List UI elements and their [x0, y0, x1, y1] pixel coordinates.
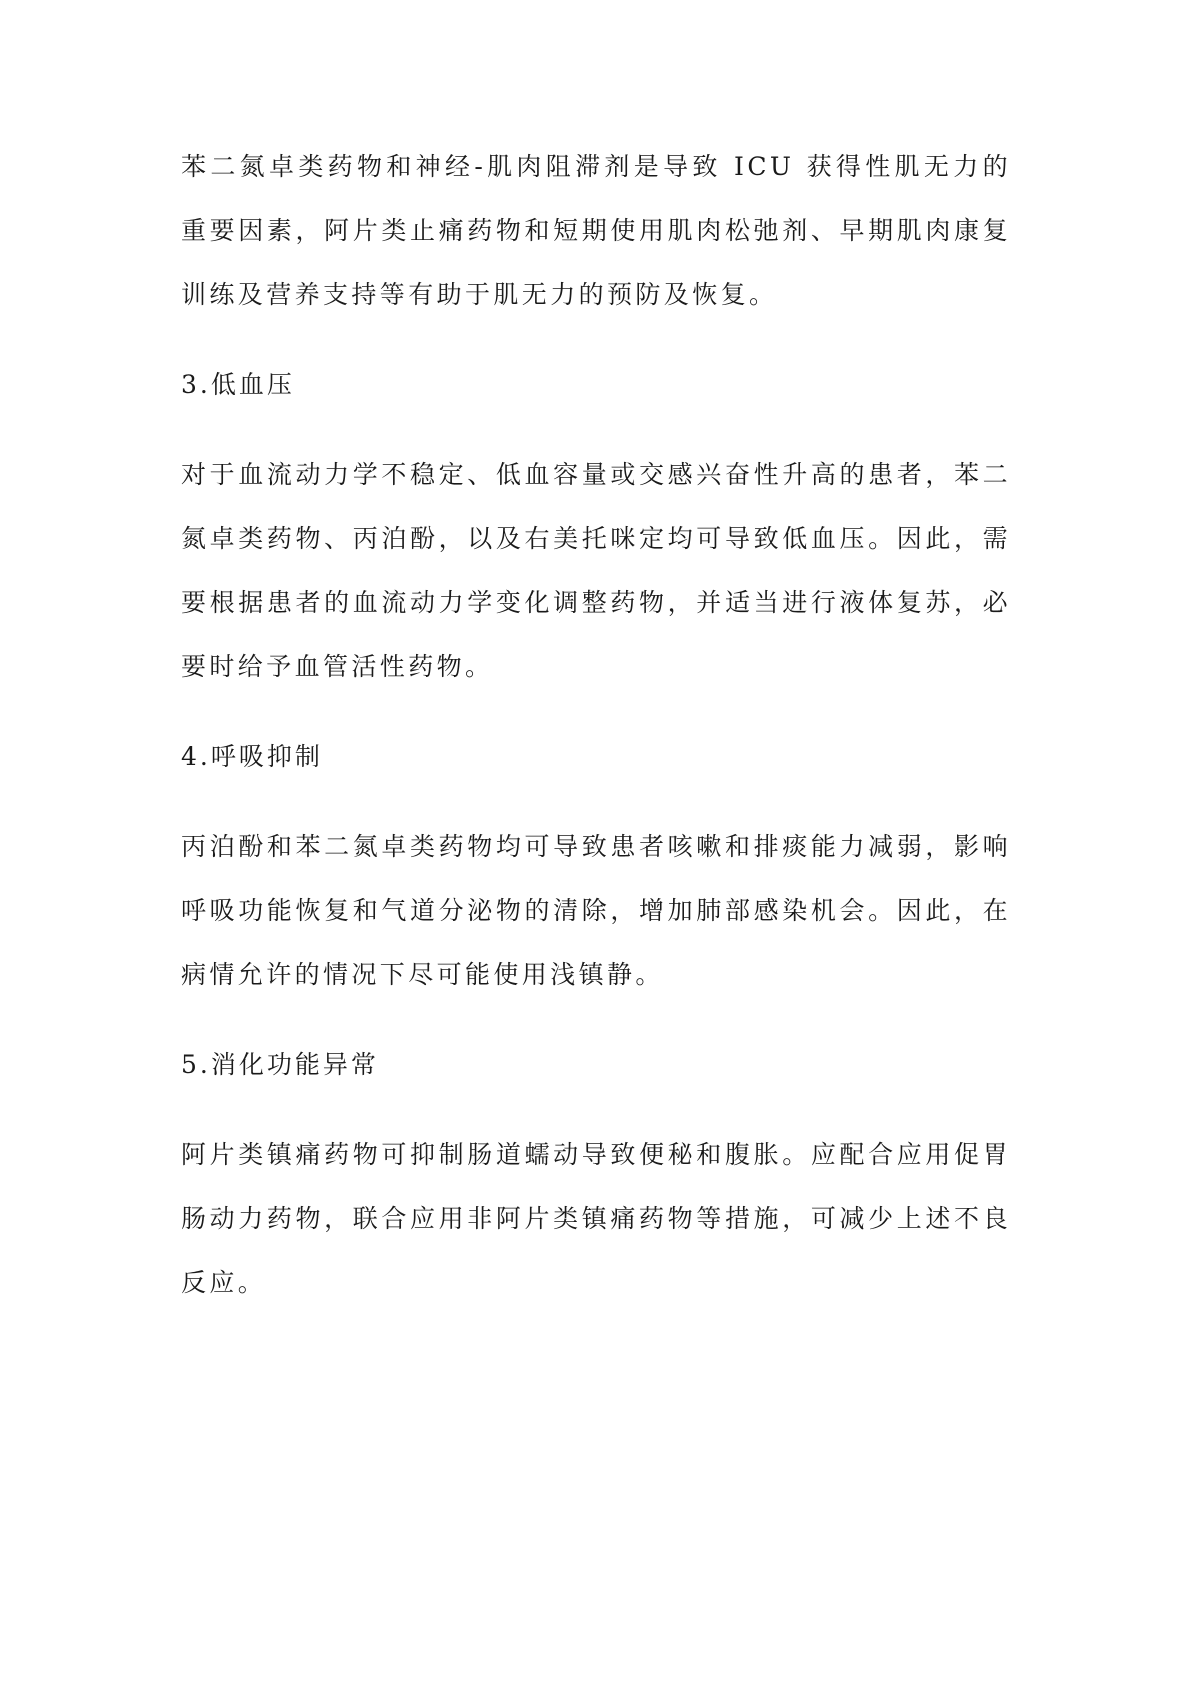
paragraph-hypotension: 对于血流动力学不稳定、低血容量或交感兴奋性升高的患者，苯二氮卓类药物、丙泊酚，以及右美托咪定均可导致低血压。因此，需要根据患者的血流动力学变化调整药物，并适当进行液体复苏，必要时给予血管活性药物。 [181, 460, 1011, 681]
paragraph-muscle-weakness: 苯二氮卓类药物和神经-肌肉阻滞剂是导致 ICU 获得性肌无力的重要因素，阿片类止痛药物和短期使用肌肉松弛剂、早期肌肉康复训练及营养支持等有助于肌无力的预防及恢复。 [181, 152, 1011, 309]
section-heading-digestive-dysfunction: 5.消化功能异常 [181, 1050, 379, 1079]
section-heading-hypotension: 3.低血压 [181, 370, 295, 399]
paragraph-respiratory-depression: 丙泊酚和苯二氮卓类药物均可导致患者咳嗽和排痰能力减弱，影响呼吸功能恢复和气道分泌物的清除，增加肺部感染机会。因此，在病情允许的情况下尽可能使用浅镇静。 [181, 832, 1011, 989]
section-heading-respiratory-depression: 4.呼吸抑制 [181, 742, 323, 771]
paragraph-digestive-dysfunction: 阿片类镇痛药物可抑制肠道蠕动导致便秘和腹胀。应配合应用促胃肠动力药物，联合应用非阿片类镇痛药物等措施，可减少上述不良反应。 [181, 1140, 1011, 1297]
document-body [181, 135, 1011, 1315]
